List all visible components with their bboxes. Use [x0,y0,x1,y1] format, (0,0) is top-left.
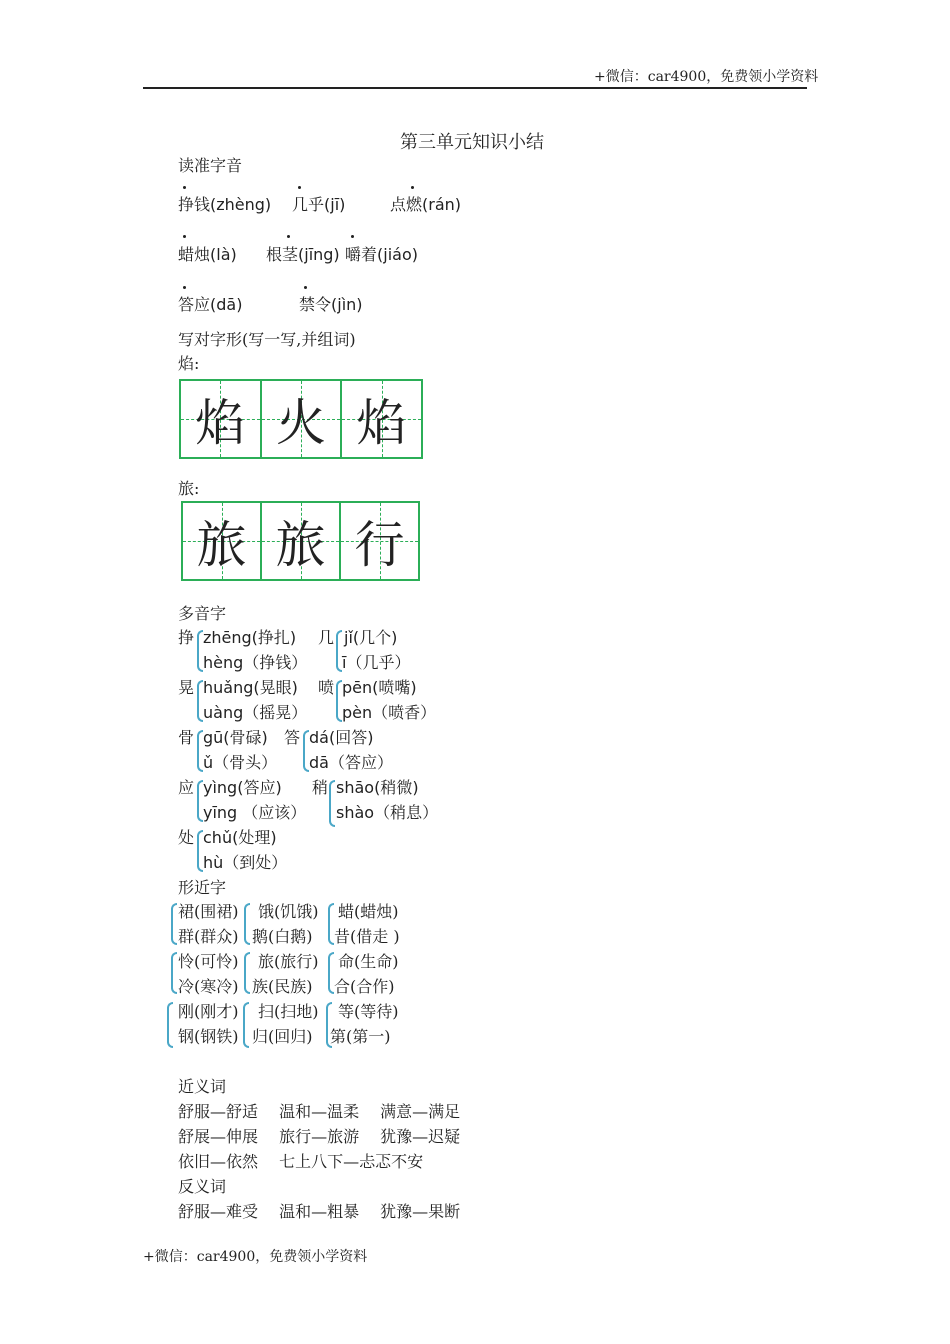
similar-word: 昔(借走 ) [334,927,400,946]
poly-char: 应 [178,778,195,797]
brace-icon [171,952,177,994]
page-title: 第三单元知识小结 [400,132,544,153]
read-item: 嚼着(jiáo) [345,245,418,264]
similar-word: 旅(旅行) [258,952,319,971]
poly-reading: zhēng(挣扎) [203,628,297,647]
emphasis-dot [183,286,186,289]
grid-char: 旅 [275,516,326,574]
poly-reading: pèn（喷香） [342,703,437,722]
grid-cell [341,503,418,579]
similar-word: 冷(寒冷) [178,977,239,996]
poly-reading: uàng（摇晃） [203,703,308,722]
poly-char: 稍 [312,778,329,797]
similar-word: 等(等待) [338,1002,399,1021]
emphasis-dot [411,186,414,189]
brace-icon [329,780,335,827]
read-item: 禁令(jìn) [299,295,363,314]
poly-char: 答 [284,728,301,747]
grid-char: 焰 [195,394,246,452]
poly-reading: ī（几乎） [342,653,411,672]
poly-reading: yìng(答应) [203,778,282,797]
poly-reading: gū(骨碌) [203,728,268,747]
poly-reading: dā（答应） [309,753,393,772]
footer-note: +微信：car4900，免费领小学资料 [143,1249,368,1265]
section-antonym-heading: 反义词 [178,1177,227,1196]
emphasis-dot [304,286,307,289]
poly-reading: pēn(喷嘴) [342,678,417,697]
similar-word: 怜(可怜) [178,952,239,971]
poly-reading: huǎng(晃眼) [203,678,298,697]
similar-word: 饿(饥饿) [258,902,319,921]
grid-char: 火 [276,394,326,452]
poly-char: 挣 [178,628,195,647]
poly-reading: jǐ(几个) [344,628,398,647]
emphasis-dot [298,186,301,189]
similar-word: 命(生命) [338,952,399,971]
grid-cell [342,381,421,457]
grid-char: 旅 [196,516,247,574]
poly-reading: ǔ（骨头） [203,753,278,772]
similar-word: 刚(刚才) [178,1002,239,1021]
emphasis-dot [183,235,186,238]
poly-char: 几 [318,628,335,647]
similar-word: 族(民族) [252,977,313,996]
grid-char: 焰 [356,394,407,452]
poly-char: 处 [178,828,195,847]
brace-icon [244,903,250,945]
similar-word: 群(群众) [178,927,239,946]
poly-reading: hù（到处） [203,853,288,872]
section-synonym-heading: 近义词 [178,1077,227,1096]
poly-reading: hèng（挣钱） [203,653,308,672]
grid-cell [181,381,262,457]
write-label: 焰: [178,354,200,373]
brace-icon [244,952,250,994]
poly-reading: chǔ(处理) [203,828,277,847]
emphasis-dot [351,235,354,238]
emphasis-dot [287,235,290,238]
poly-reading: shāo(稍微) [336,778,419,797]
antonym-row: 舒服—难受 温和—粗暴 犹豫—果断 [178,1202,461,1221]
similar-word: 蜡(蜡烛) [338,902,399,921]
grid-char: 行 [354,516,405,574]
brace-icon [171,903,177,945]
brace-icon [167,1002,173,1048]
similar-word: 鹅(白鹅) [252,927,313,946]
emphasis-dot [183,186,186,189]
similar-word: 钢(钢铁) [178,1027,239,1046]
similar-word: 归(回归) [252,1027,313,1046]
synonym-row: 舒展—伸展 旅行—旅游 犹豫—迟疑 [178,1127,461,1146]
similar-word: 扫(扫地) [258,1002,319,1021]
section-read-heading: 读准字音 [178,156,243,175]
grid-cell [262,503,341,579]
header-note: +微信：car4900，免费领小学资料 [594,69,819,85]
read-item: 几乎(jī) [292,195,346,214]
header-rule [143,87,807,89]
poly-char: 晃 [178,678,195,697]
brace-icon [243,1002,249,1048]
poly-char: 骨 [178,728,195,747]
grid-cell [183,503,262,579]
section-write-heading: 写对字形(写一写,并组词) [178,330,356,349]
poly-reading: yīng （应该） [203,803,307,822]
similar-word: 合(合作) [334,977,395,996]
grid-cell [262,381,343,457]
poly-reading: shào（稍息） [336,803,439,822]
section-poly-heading: 多音字 [178,604,227,623]
synonym-row: 舒服—舒适 温和—温柔 满意—满足 [178,1102,461,1121]
writing-grid [181,501,420,581]
poly-char: 喷 [318,678,335,697]
read-item: 点燃(rán) [390,195,462,214]
poly-reading: dá(回答) [309,728,374,747]
similar-word: 第(第一) [330,1027,391,1046]
synonym-row: 依旧—依然 七上八下—忐忑不安 [178,1152,424,1171]
read-item: 根茎(jīng) [266,245,340,264]
read-item: 挣钱(zhèng) [178,195,272,214]
section-similar-heading: 形近字 [178,878,227,897]
read-item: 蜡烛(là) [178,245,237,264]
read-item: 答应(dā) [178,295,243,314]
write-label: 旅: [178,479,200,498]
similar-word: 裙(围裙) [178,902,239,921]
writing-grid [179,379,423,459]
